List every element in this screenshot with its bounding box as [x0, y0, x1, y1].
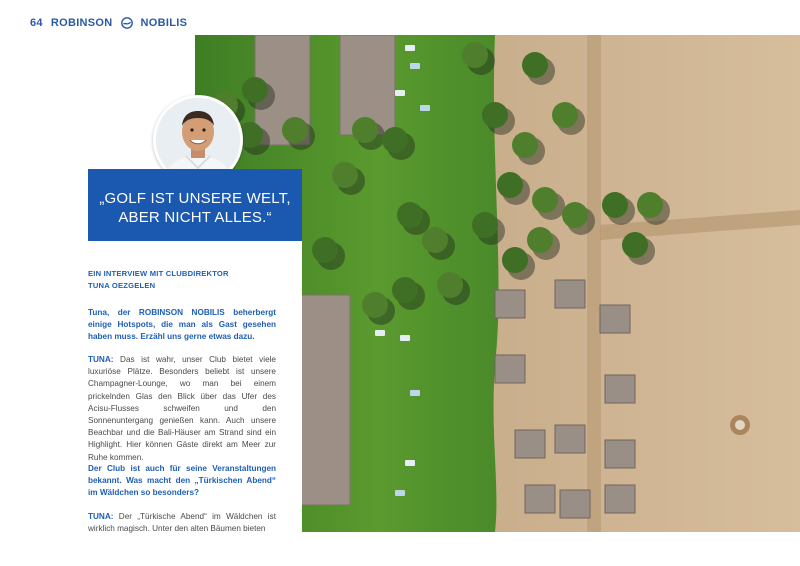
- answer-2-text: Der „Türkische Abend“ im Wäldchen ist wirklich magisch. Unter den alten Bäumen bieten: [88, 512, 276, 534]
- pull-quote: [88, 169, 302, 241]
- page-number: 64: [30, 17, 43, 29]
- page-header: [30, 14, 187, 32]
- answer-1-text: Das ist wahr, unser Club bietet viele luxuriöse Plätze. Besonders beliebt ist unsere Champagner-Lounge, wo man bei einem prickelnden Glas den Blick über das Ufer des Acisu-Flusses schweifen und den Sonnenuntergang genießen kann. Auch unsere Beachbar und die Bali-Häuser am Strand sind ein Highlight. Hier können Gäste direkt am Meer zur Ruhe kommen.: [88, 355, 276, 462]
- article-kicker: [88, 268, 288, 292]
- brand-name-right: NOBILIS: [140, 17, 188, 29]
- wave-logo-icon: [121, 17, 133, 29]
- answer-1: [88, 354, 276, 464]
- question-1: Tuna, der ROBINSON NOBILIS beherbergt einige Hotspots, die man als Gast gesehen haben muss. Erzähl uns gerne etwas dazu.: [88, 308, 276, 342]
- answer-2: [88, 511, 276, 535]
- answer-1-label: TUNA:: [88, 355, 114, 364]
- brand-name-left: ROBINSON: [50, 17, 113, 29]
- article-column: [88, 241, 302, 541]
- pull-quote-line-2: ABER NICHT ALLES.“: [118, 209, 272, 226]
- answer-2-label: TUNA:: [88, 512, 114, 521]
- question-2: Der Club ist auch für seine Veranstaltungen bekannt. Was macht den „Türkischen Abend“ im Wäldchen so besonders?: [88, 464, 276, 498]
- kicker-line-1: EIN INTERVIEW MIT CLUBDIREKTOR: [88, 269, 229, 278]
- pull-quote-line-1: „GOLF IST UNSERE WELT,: [99, 190, 291, 207]
- kicker-line-2: TUNA OEZGELEN: [88, 281, 156, 290]
